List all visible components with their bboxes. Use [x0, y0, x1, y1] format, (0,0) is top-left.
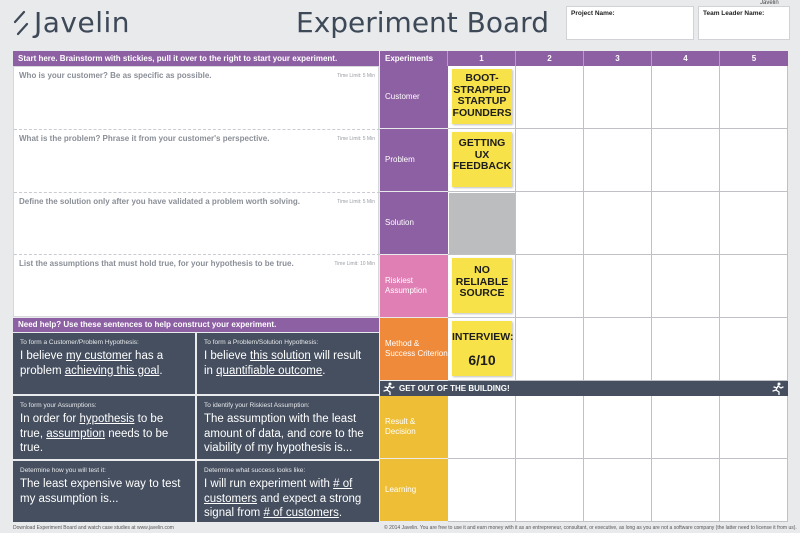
- prompt-problem[interactable]: [14, 130, 380, 193]
- cell-problem-4[interactable]: [652, 129, 720, 192]
- header: [0, 0, 800, 48]
- help-sentences: [13, 333, 379, 522]
- sticky-title: INTERVIEW:: [452, 331, 514, 343]
- help-label: Determine how you will test it:: [20, 467, 106, 474]
- cell-customer-3[interactable]: [584, 66, 652, 129]
- cell-method-3[interactable]: [584, 318, 652, 381]
- page-title: Experiment Board: [296, 6, 549, 39]
- prompt-text: What is the problem? Phrase it from your customer's perspective.: [19, 134, 270, 143]
- help-sentence: The least expensive way to test my assumption is...: [20, 478, 181, 505]
- cell-riskiest-assumption-4[interactable]: [652, 255, 720, 318]
- cell-solution-4[interactable]: [652, 192, 720, 255]
- help-test: [13, 461, 195, 522]
- cell-method-2[interactable]: [516, 318, 584, 381]
- cell-solution-3[interactable]: [584, 192, 652, 255]
- help-label: To form a Problem/Solution Hypothesis:: [204, 339, 319, 346]
- cell-result-3[interactable]: [584, 396, 652, 459]
- sticky-text: NO RELIABLE SOURCE: [455, 264, 509, 299]
- sticky-text: BOOT-STRAPPED STARTUP FOUNDERS: [452, 72, 512, 119]
- prompt-text: List the assumptions that must hold true, for your hypothesis to be true.: [19, 259, 294, 268]
- team-leader-field[interactable]: [698, 6, 790, 40]
- footer-download-text: Download Experiment Board and watch case studies at www.javelin.com: [13, 525, 174, 531]
- cell-problem-2[interactable]: [516, 129, 584, 192]
- time-limit: Time Limit: 5 Min: [337, 73, 375, 79]
- sticky-problem[interactable]: [452, 132, 512, 187]
- time-limit: Time Limit: 5 Min: [337, 136, 375, 142]
- column-header-1: 1: [448, 51, 516, 66]
- row-label-riskiest-assumption: Riskiest Assumption: [380, 255, 448, 318]
- cell-solution-2[interactable]: [516, 192, 584, 255]
- help-label: To form a Customer/Problem Hypothesis:: [20, 339, 139, 346]
- cell-learning-5[interactable]: [720, 459, 788, 522]
- sticky-text: GETTING UX FEEDBACK: [452, 137, 512, 172]
- runner-icon: [383, 382, 395, 395]
- cell-method-5[interactable]: [720, 318, 788, 381]
- footer-copyright: © 2014 Javelin. You are free to use it and earn money with it as an entrepreneur, consultant, or executive, as long as you are not a software company (the latter need to license it from us).: [384, 525, 797, 531]
- row-label-solution: Solution: [380, 192, 448, 255]
- cell-solution-5[interactable]: [720, 192, 788, 255]
- prompt-assumptions[interactable]: [14, 255, 380, 316]
- help-riskiest-assumption: [197, 396, 379, 459]
- runner-icon: [772, 382, 784, 395]
- cell-result-5[interactable]: [720, 396, 788, 459]
- help-label: To form your Assumptions:: [20, 402, 97, 409]
- cell-result-4[interactable]: [652, 396, 720, 459]
- brainstorm-heading: Start here. Brainstorm with stickies, pull it over to the right to start your experiment.: [13, 51, 379, 66]
- cell-customer-2[interactable]: [516, 66, 584, 129]
- banner-text: GET OUT OF THE BUILDING!: [399, 384, 510, 393]
- row-label-problem: Problem: [380, 129, 448, 192]
- cell-customer-4[interactable]: [652, 66, 720, 129]
- time-limit: Time Limit: 10 Min: [334, 261, 375, 267]
- cell-learning-4[interactable]: [652, 459, 720, 522]
- cell-result-1[interactable]: [448, 396, 516, 459]
- cell-learning-1[interactable]: [448, 459, 516, 522]
- cell-learning-2[interactable]: [516, 459, 584, 522]
- cell-method-4[interactable]: [652, 318, 720, 381]
- experiment-grid: [380, 51, 788, 522]
- cell-problem-5[interactable]: [720, 129, 788, 192]
- cell-riskiest-assumption-3[interactable]: [584, 255, 652, 318]
- help-problem-solution: [197, 333, 379, 394]
- help-success: [197, 461, 379, 522]
- help-customer-problem: [13, 333, 195, 394]
- help-sentence: I will run experiment with # of customers and expect a strong signal from # of customers.: [204, 478, 362, 519]
- help-label: To identify your Riskiest Assumption:: [204, 402, 310, 409]
- column-header-4: 4: [652, 51, 720, 66]
- project-name-label: Project Name:: [571, 10, 615, 17]
- project-name-field[interactable]: [566, 6, 694, 40]
- row-label-customer: Customer: [380, 66, 448, 129]
- row-label-result: Result & Decision: [380, 396, 448, 459]
- cell-learning-3[interactable]: [584, 459, 652, 522]
- row-label-learning: Learning: [380, 459, 448, 522]
- cell-customer-5[interactable]: [720, 66, 788, 129]
- column-header-3: 3: [584, 51, 652, 66]
- help-heading: Need help? Use these sentences to help construct your experiment.: [13, 318, 379, 332]
- sticky-method[interactable]: [452, 321, 512, 376]
- brainstorm-area[interactable]: [13, 66, 379, 317]
- javelin-logo-icon: [12, 8, 30, 38]
- column-header-5: 5: [720, 51, 788, 66]
- row-label-method: Method & Success Criterion: [380, 318, 448, 381]
- prompt-customer[interactable]: [14, 67, 380, 130]
- prompt-solution[interactable]: [14, 193, 380, 255]
- help-label: Determine what success looks like:: [204, 467, 306, 474]
- cell-riskiest-assumption-2[interactable]: [516, 255, 584, 318]
- corner-logo-text: Javelin: [760, 0, 779, 6]
- help-sentence: I believe this solution will result in quantifiable outcome.: [204, 350, 362, 377]
- get-out-banner: [380, 381, 788, 396]
- sticky-riskiest-assumption[interactable]: [452, 258, 512, 313]
- logo: [12, 6, 130, 39]
- help-assumptions: [13, 396, 195, 459]
- team-leader-label: Team Leader Name:: [703, 10, 765, 17]
- cell-problem-3[interactable]: [584, 129, 652, 192]
- cell-result-2[interactable]: [516, 396, 584, 459]
- column-header-experiments: Experiments: [380, 51, 448, 66]
- sticky-value: 6/10: [468, 351, 496, 368]
- prompt-text: Who is your customer? Be as specific as possible.: [19, 71, 212, 80]
- logo-text: Javelin: [34, 6, 131, 39]
- help-sentence: The assumption with the least amount of data, and core to the viability of my hypothesis is...: [204, 413, 364, 454]
- time-limit: Time Limit: 5 Min: [337, 199, 375, 205]
- cell-riskiest-assumption-5[interactable]: [720, 255, 788, 318]
- help-sentence: I believe my customer has a problem achieving this goal.: [20, 350, 164, 377]
- prompt-text: Define the solution only after you have validated a problem worth solving.: [19, 197, 300, 206]
- column-header-2: 2: [516, 51, 584, 66]
- help-sentence: In order for hypothesis to be true, assumption needs to be true.: [20, 413, 169, 454]
- solution-placeholder: [449, 193, 515, 254]
- sticky-customer[interactable]: [452, 69, 512, 124]
